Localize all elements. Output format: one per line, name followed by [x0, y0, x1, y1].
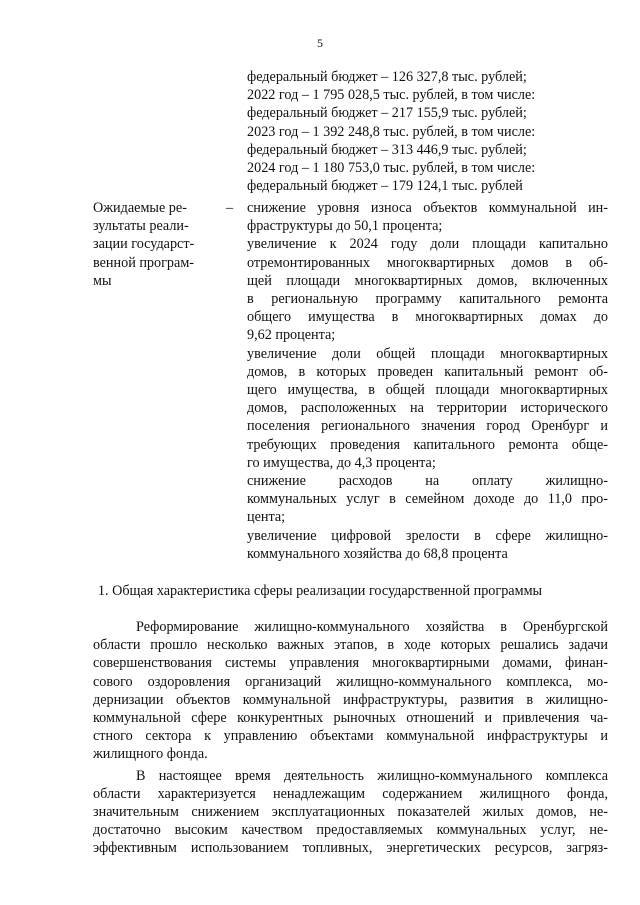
paragraph	[93, 618, 608, 764]
finance-line: федеральный бюджет – 126 327,8 тыс. рублей;	[247, 69, 527, 85]
value-line: снижение уровня износа объектов коммунальной ин-	[247, 200, 608, 216]
value-line: увеличение к 2024 году доли площади капитально	[247, 236, 608, 253]
label-line: зультаты реали-	[93, 218, 189, 235]
value-line: коммунального хозяйства до 68,8 процента	[247, 545, 508, 562]
paragraph-line: эффективным использованием топливных, энергетических ресурсов, загряз-	[93, 840, 608, 857]
value-line: снижение расходов на оплату жилищно-	[247, 473, 608, 490]
paragraph-line: Реформирование жилищно-коммунального хозяйства в Оренбургской	[136, 619, 608, 635]
paragraph-line: стного сектора к управлению объектами коммунальной инфраструктуры и	[93, 728, 608, 745]
value-line: фраструктуры до 50,1 процента;	[247, 218, 443, 235]
value-line: го имущества, до 4,3 процента;	[247, 454, 436, 471]
value-line: общего имущества в многоквартирных домах до	[247, 309, 608, 326]
row-dash: –	[226, 200, 234, 216]
paragraph-line: коммунальной сфере конкурентных рыночных отношений и привлечения ча-	[93, 710, 608, 727]
paragraph-line: значительным снижением эксплуатационных показателей жилых домов, не-	[93, 804, 608, 821]
value-line: увеличение цифровой зрелости в сфере жилищно-	[247, 527, 608, 544]
label-line: зации государст-	[93, 236, 195, 253]
finance-line: федеральный бюджет – 313 446,9 тыс. рублей;	[247, 141, 527, 158]
paragraph-line: области характеризуется ненадлежащим содержанием жилищного фонда,	[93, 785, 608, 802]
expected-results-value	[247, 199, 608, 563]
value-line: щей площади многоквартирных домов, включенных	[247, 272, 608, 289]
body-text	[93, 618, 608, 858]
paragraph-line: В настоящее время деятельность жилищно-коммунального комплекса	[136, 767, 608, 784]
value-line: увеличение доли общей площади многоквартирных	[247, 345, 608, 362]
value-line: отремонтированных многоквартирных домов в об-	[247, 254, 608, 271]
paragraph-line: совершенствования системы управления многоквартирными домами, финан-	[93, 655, 608, 672]
finance-line: федеральный бюджет – 179 124,1 тыс. рублей	[247, 178, 523, 195]
finance-line: 2024 год – 1 180 753,0 тыс. рублей, в том числе:	[247, 160, 536, 177]
value-line: в региональную программу капитального ремонта	[247, 291, 608, 308]
paragraph-line: сового оздоровления организаций жилищно-коммунального комплекса, мо-	[93, 673, 608, 690]
finance-line: 2022 год – 1 795 028,5 тыс. рублей, в том числе:	[247, 87, 536, 104]
expected-results-label	[93, 199, 225, 290]
value-line: коммунальных услуг в семейном доходе до 11,0 про-	[247, 491, 608, 508]
section-heading: 1. Общая характеристика сферы реализации государственной программы	[97, 583, 543, 599]
value-line: щего имущества, в общей площади многоквартирных	[247, 382, 608, 399]
paragraph-line: жилищного фонда.	[93, 746, 208, 763]
value-line: 9,62 процента;	[247, 327, 336, 344]
paragraph	[93, 767, 608, 858]
label-line: мы	[93, 272, 112, 289]
paragraph-line: дернизации объектов коммунальной инфраструктуры, развития в жилищно-	[93, 691, 608, 708]
value-line: домов, в которых проведен капитальный ремонт об-	[247, 363, 608, 380]
value-line: домов, расположенных на территории исторического	[247, 400, 608, 417]
finance-line: 2023 год – 1 392 248,8 тыс. рублей, в том числе:	[247, 123, 536, 140]
value-line: поселения регионального значения город Оренбург и	[247, 418, 608, 435]
label-line: Ожидаемые ре-	[93, 200, 187, 216]
finance-line: федеральный бюджет – 217 155,9 тыс. рублей;	[247, 105, 527, 122]
value-line: цента;	[247, 509, 286, 526]
paragraph-line: области прошло несколько важных этапов, в ходе которых решались задачи	[93, 637, 608, 654]
finance-breakdown	[247, 68, 607, 195]
page-number: 5	[317, 36, 323, 50]
paragraph-line: достаточно высоким качеством предоставляемых коммунальных услуг, не-	[93, 822, 608, 839]
value-line: требующих проведения капитального ремонта обще-	[247, 436, 608, 453]
label-line: венной програм-	[93, 254, 195, 271]
